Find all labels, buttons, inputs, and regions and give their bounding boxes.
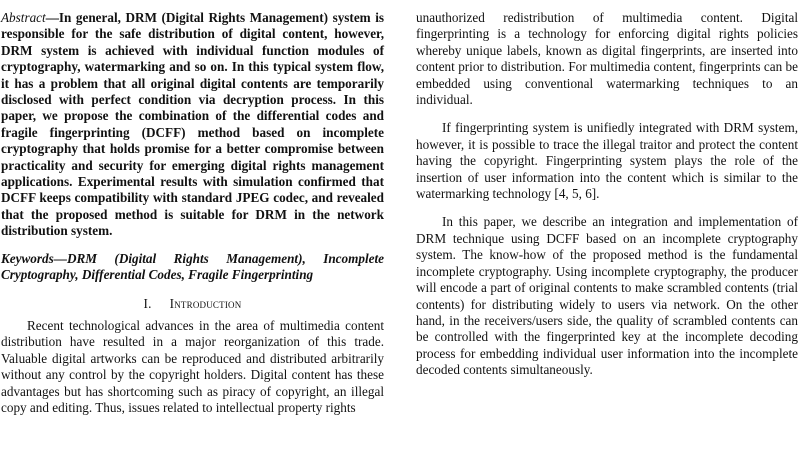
section-title: Introduction <box>169 295 242 311</box>
left-column <box>1 10 384 416</box>
abstract-text: —In general, DRM (Digital Rights Management) system is responsible for the safe distribution of digital content, however, DRM system is achieved with individual function modules of cryptography, watermarking and so on. In this typical system flow, it has a problem that all original digital contents are temporarily disclosed with perfect condition via decryption process. In this paper, we propose the combination of the differential codes and fragile fingerprinting (DCFF) method based on incomplete cryptography that holds promise for a better compromise between practicality and security for emerging digital rights management applications. Experimental results with simulation confirmed that DCFF keeps compatibility with standard JPEG codec, and revealed that the proposed method is suitable for DRM in the network distribution system. <box>1 10 384 239</box>
paper-overview-paragraph: In this paper, we describe an integration and implementation of DRM technique using DCFF based on an incomplete cryptography system. The know-how of the proposed method is the fundamental incomplete cryptography. Using incomplete cryptography, the producer will encode a part of original contents to make scrambled contents (trial contents) for distributing widely to users via network. On the other hand, in the receivers/users side, the quality of scrambled contents can be controlled with the fingerprinted key at the incomplete decoding process for embedding individual user information into the incomplete decoded contents simultaneously. <box>416 214 798 378</box>
keywords-label: Keywords <box>1 250 54 266</box>
right-column <box>416 10 798 379</box>
intro-paragraph: Recent technological advances in the area of multimedia content distribution have resulted in a major reorganization of this trade. Valuable digital artworks can be reproduced and distributed arbitrarily without any control by the copyright holders. Digital content has these advantages but has shortcoming such as piracy of copyright, an illegal copy and editing. Thus, issues related to intellectual property rights <box>1 317 384 415</box>
fingerprinting-paragraph: If fingerprinting system is unifiedly integrated with DRM system, however, it is possible to trace the illegal traitor and protect the content having the copyright. Fingerprinting system plays the role of the insertion of user information into the content which is similar to the watermarking technology [4, 5, 6]. <box>416 120 798 202</box>
keywords-paragraph <box>1 251 384 284</box>
keywords-text: —DRM (Digital Rights Management), Incomplete Cryptography, Differential Codes, Fragile Fingerprinting <box>1 250 384 283</box>
section-number: I. <box>143 295 152 311</box>
continued-paragraph: unauthorized redistribution of multimedia content. Digital fingerprinting is a technology for enforcing digital rights policies whereby unique labels, known as digital fingerprints, are inserted into content prior to distribution. For multimedia content, fingerprints can be embedded using conventional watermarking techniques to an individual. <box>416 10 798 108</box>
abstract-label: Abstract <box>1 10 46 25</box>
abstract-paragraph <box>1 10 384 240</box>
section-heading <box>1 296 384 312</box>
